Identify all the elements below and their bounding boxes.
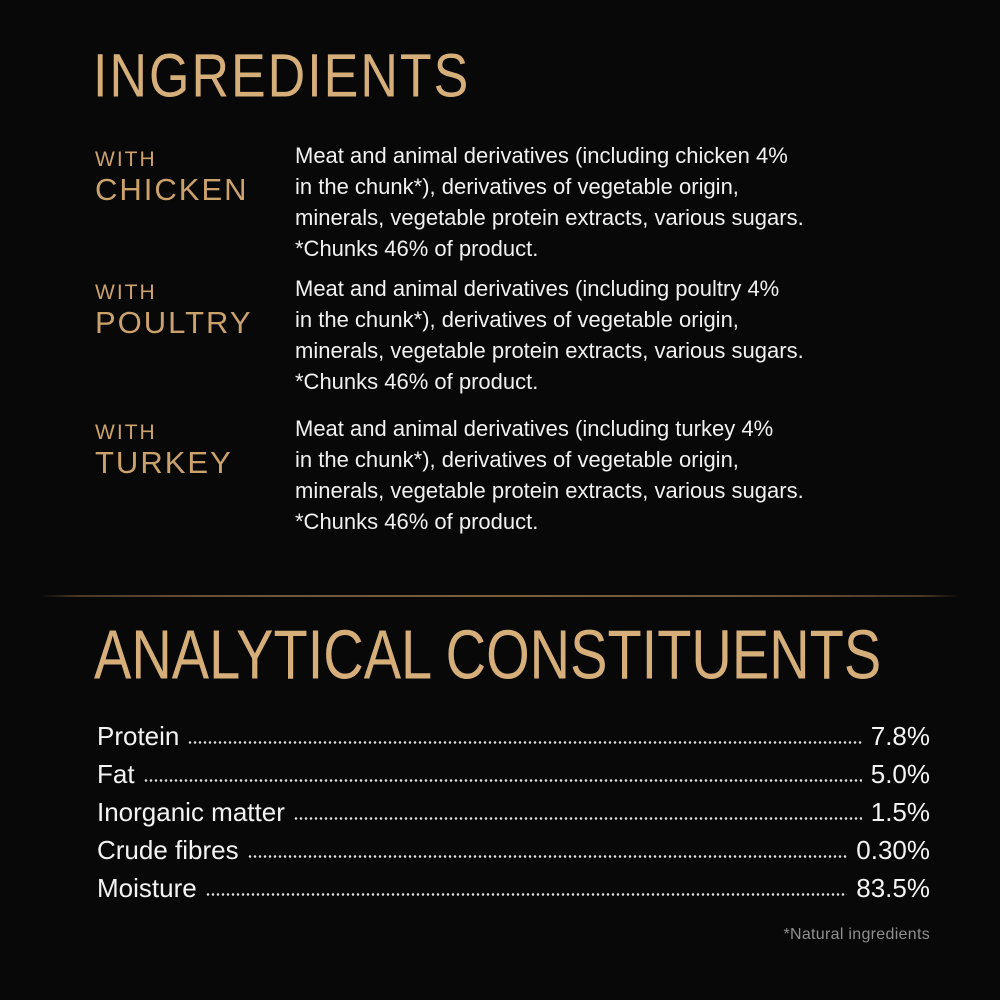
analytical-row-crude-fibres: [97, 828, 930, 866]
dotted-leader: [294, 816, 862, 821]
variant-label-poultry: [95, 280, 253, 341]
dotted-leader: [188, 740, 861, 745]
section-divider-rule: [40, 595, 960, 597]
ingredients-title: INGREDIENTS: [93, 42, 471, 111]
description-line: Meat and animal derivatives (including chicken 4%: [295, 143, 788, 168]
dotted-leader: [206, 892, 848, 897]
variant-label-chicken: [95, 147, 249, 208]
ingredient-description-chicken: [295, 140, 895, 264]
description-line: Meat and animal derivatives (including poultry 4%: [295, 276, 780, 301]
row-label: Protein: [97, 721, 180, 751]
analytical-row-moisture: [97, 866, 930, 904]
description-line: Meat and animal derivatives (including turkey 4%: [295, 416, 774, 441]
description-line: in the chunk*), derivatives of vegetable origin,: [295, 174, 739, 199]
variant-prefix: WITH: [95, 148, 157, 171]
variant-name: CHICKEN: [95, 172, 249, 207]
description-line: *Chunks 46% of product.: [295, 509, 539, 534]
analytical-row-protein: [97, 714, 930, 752]
variant-prefix: WITH: [95, 281, 157, 304]
description-line: minerals, vegetable protein extracts, various sugars.: [295, 338, 804, 363]
natural-ingredients-footnote: *Natural ingredients: [783, 926, 930, 943]
analytical-constituents-title: ANALYTICAL CONSTITUENTS: [94, 615, 882, 694]
row-label: Moisture: [97, 873, 197, 903]
row-label: Inorganic matter: [97, 797, 285, 827]
variant-name: TURKEY: [95, 445, 233, 480]
row-label: Crude fibres: [97, 835, 239, 865]
dotted-leader: [144, 778, 862, 783]
variant-prefix: WITH: [95, 421, 157, 444]
row-value: 7.8%: [870, 721, 930, 751]
description-line: *Chunks 46% of product.: [295, 369, 539, 394]
description-line: minerals, vegetable protein extracts, various sugars.: [295, 205, 804, 230]
analytical-row-inorganic-matter: [97, 790, 930, 828]
row-value: 83.5%: [856, 873, 930, 903]
analytical-row-fat: [97, 752, 930, 790]
ingredient-description-turkey: [295, 413, 895, 537]
description-line: in the chunk*), derivatives of vegetable origin,: [295, 447, 739, 472]
variant-name: POULTRY: [95, 305, 253, 340]
description-line: *Chunks 46% of product.: [295, 236, 539, 261]
ingredient-description-poultry: [295, 273, 895, 397]
row-value: 5.0%: [870, 759, 930, 789]
description-line: minerals, vegetable protein extracts, various sugars.: [295, 478, 804, 503]
analytical-constituents-table: [97, 714, 930, 904]
dotted-leader: [248, 854, 848, 859]
row-value: 1.5%: [870, 797, 930, 827]
row-value: 0.30%: [856, 835, 930, 865]
description-line: in the chunk*), derivatives of vegetable origin,: [295, 307, 739, 332]
row-label: Fat: [97, 759, 135, 789]
variant-label-turkey: [95, 420, 233, 481]
